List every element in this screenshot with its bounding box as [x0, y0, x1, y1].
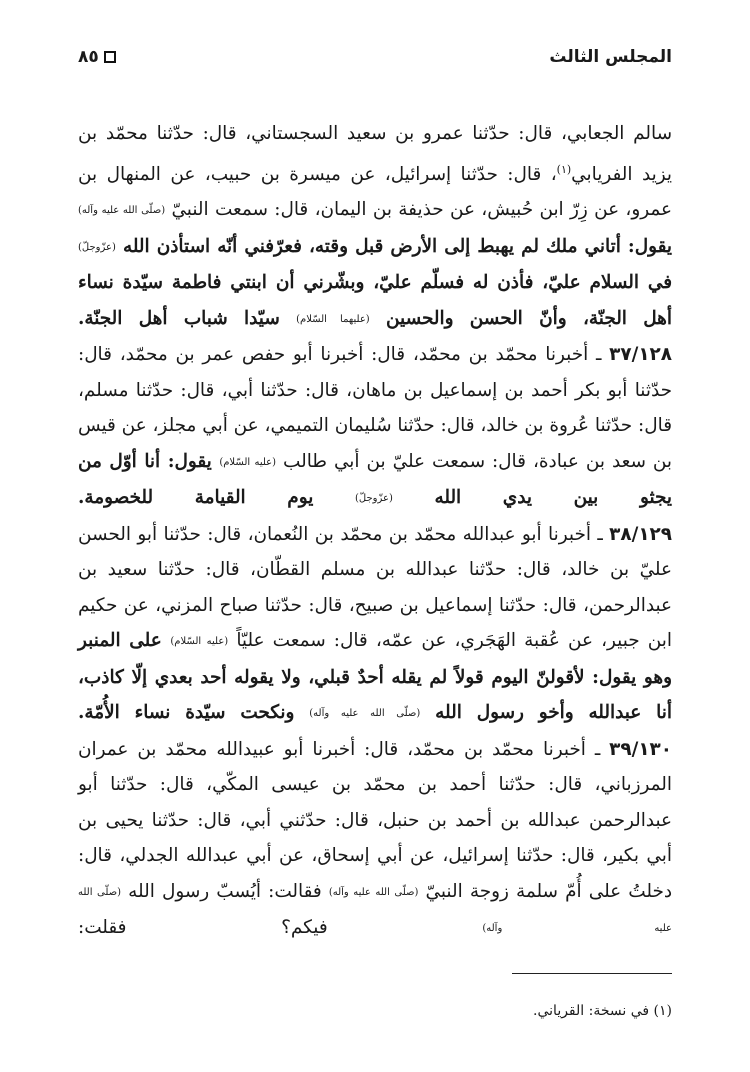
emphasis-text: يقول: أنا أوّل من يجثو بين يدي الله	[78, 450, 672, 508]
text-segment: ـ أخبرنا محمّد بن محمّد، قال: أخبرنا أبو حفص عمر بن محمّد، قال: حدّثنا أبو بكر أحمد بن إسماعيل بن ماهان، قال: حدّثنا أبي، قال: حدّثنا مسلم، قال: حدّثنا عُروة بن خالد، قال: حدّثنا سُليمان التميمي، عن أبي مجلز، عن قيس بن سعد بن عبادة، قال: سمعت عليّ بن أبي طالب	[78, 344, 672, 472]
text-segment: فيكم؟ فقلت:	[78, 917, 483, 938]
honorific: (عليه السّلام)	[219, 456, 277, 468]
running-head	[78, 42, 672, 72]
honorific: (عليه السّلام)	[170, 636, 229, 647]
hadith-number: ٣٧/١٢٨	[609, 344, 672, 365]
footnote: (١) في نسخة: القرياني.	[533, 1003, 672, 1019]
honorific: (صلّى الله عليه وآله)	[78, 205, 166, 216]
honorific: (صلّى الله عليه وآله)	[309, 708, 421, 719]
paragraph-intro	[78, 116, 672, 337]
hadith-number: ٣٩/١٣٠	[609, 738, 672, 760]
honorific: (عزّوجلّ)	[78, 241, 116, 253]
emphasis-text: في السلام عليّ، فأذن له فسلّم عليّ، وبشّرني أن ابنتي فاطمة سيّدة نساء أهل الجنّة، وأنّ الحسن والحسين	[78, 272, 672, 329]
emphasis-text: على المنبر وهو يقول: لأقولنّ اليوم قولاً لم يقله أحدٌ قبلي، ولا يقوله أحد بعدي إلّا كاذب، أنا عبدالله وأخو رسول الله	[78, 630, 672, 723]
honorific: (صلّى الله عليه وآله)	[78, 886, 672, 934]
text-segment: فقالت: أيُسبّ رسول الله	[121, 880, 329, 902]
honorific: (عزّوجلّ)	[354, 493, 393, 504]
emphasis-text: سيّدا شباب أهل الجنّة.	[78, 307, 297, 329]
text-segment: سالم الجعابي، قال: حدّثنا عمرو بن سعيد السجستاني، قال: حدّثنا محمّد بن يزيد الفريابي	[78, 123, 672, 185]
text-segment: ، قال: حدّثنا إسرائيل، عن ميسرة بن حبيب، عن المنهال بن عمرو، عن زِرّ ابن حُبيش، عن حذيفة بن اليمان، قال: سمعت النبيّ	[78, 163, 672, 220]
honorific: (صلّى الله عليه وآله)	[328, 886, 419, 898]
paragraph-hadith-37-128	[78, 337, 672, 517]
text-segment: ـ أخبرنا محمّد بن محمّد، قال: أخبرنا أبو عبيدالله محمّد بن عمران المرزباني، قال: حدّثنا أحمد بن محمّد بن عيسى المكّي، قال: حدّثنا أبو عبدالرحمن عبدالله بن أحمد بن حنبل، قال: حدّثني أبي، قال: حدّثنا يحيى بن أبي بكير، قال: حدّثنا إسرائيل، عن أبي إسحاق، عن أبي عبدالله الجدلي، قال: دخلتُ على أُمّ سلمة زوجة النبيّ	[78, 738, 673, 902]
emphasis-text: يوم القيامة للخصومة.	[78, 487, 355, 508]
page-number-value: ٨٥	[78, 47, 99, 67]
section-title: المجلس الثالث	[549, 47, 672, 67]
paragraph-hadith-38-129	[78, 517, 672, 732]
emphasis-text: ونكحت سيّدة نساء الأُمّة.	[78, 702, 310, 723]
footnote-divider	[512, 973, 672, 974]
page-number	[78, 47, 116, 67]
body-text	[78, 116, 672, 947]
square-icon	[104, 51, 116, 63]
hadith-number: ٣٨/١٢٩	[609, 523, 672, 545]
footnote-ref: (١)	[556, 162, 572, 176]
honorific: (عليهما السّلام)	[296, 313, 370, 325]
paragraph-hadith-39-130	[78, 732, 672, 947]
text-segment: ـ أخبرنا أبو عبدالله محمّد بن محمّد بن النُعمان، قال: حدّثنا أبو الحسن عليّ بن خالد، قال: حدّثنا عبدالله بن مسلم القطّان، قال: حدّثنا سعيد بن عبدالرحمن، قال: حدّثنا إسماعيل بن صبيح، قال: حدّثنا صباح المزني، عن حكيم ابن جبير، عن عُقبة الهَجَري، عن عمّه، قال: سمعت عليّاً	[78, 523, 672, 651]
emphasis-text: يقول: أتاني ملك لم يهبط إلى الأرض قبل وقته، فعرّفني أنّه استأذن الله	[115, 235, 672, 257]
